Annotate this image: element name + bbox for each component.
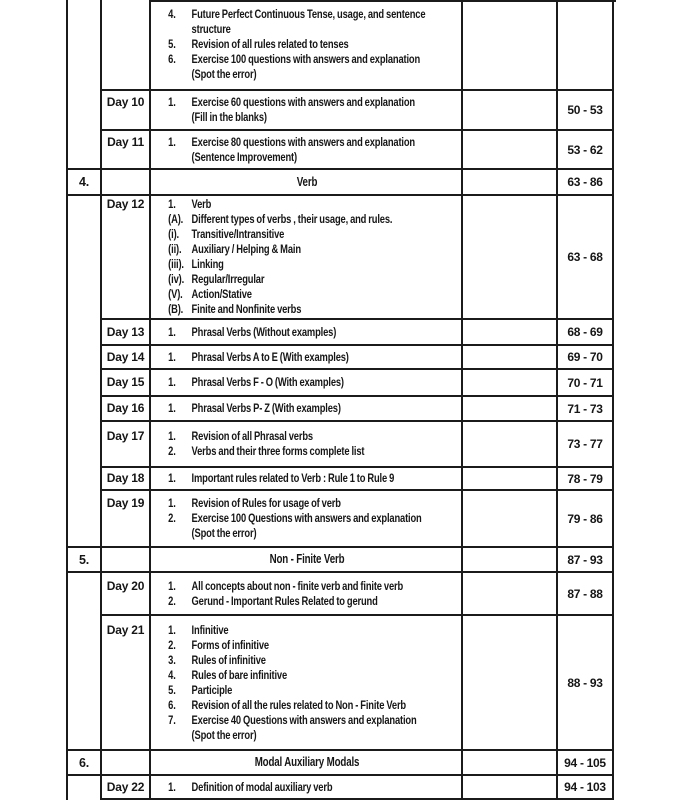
content-item [168,444,463,459]
content-cell [151,370,463,397]
item-text: Phrasal Verbs F - O (With examples) [191,375,344,389]
item-text: Revision of all Phrasal verbs [191,429,313,443]
item-text: structure [191,22,231,36]
content-text [151,175,463,190]
content-cell [151,320,463,346]
content-cell [151,776,463,800]
day-cell [102,548,151,573]
day-cell [102,751,151,776]
item-text: (Spot the error) [191,67,257,81]
item-text: Exercise 40 Questions with answers and explanation [191,712,417,727]
item-marker [168,67,191,82]
empty-cell [463,468,558,491]
item-marker: 6. [168,52,176,66]
content-cell [151,751,463,776]
page-range: 94 - 103 [564,780,606,794]
item-marker: 1. [168,375,176,389]
item-text: Phrasal Verbs (Without examples) [191,324,337,339]
table-rows [68,0,616,800]
page-range-cell [558,468,614,491]
item-marker: (B). [168,302,184,316]
day-label: Day 12 [106,197,145,211]
day-label: Day 20 [106,578,145,593]
page-range: 88 - 93 [567,675,603,690]
content-text [151,135,463,165]
section-number-cell [68,320,102,346]
day-label: Day 13 [106,324,145,339]
item-marker [168,526,191,541]
page-range-cell [558,320,614,346]
empty-cell [463,131,558,170]
section-number-cell [68,422,102,468]
section-number-cell [68,548,102,573]
item-marker: 2. [168,444,176,458]
item-text: Revision of Rules for usage of verb [191,496,341,510]
item-marker: (iv). [168,272,185,286]
page-range: 78 - 79 [567,471,603,486]
page-range-cell [558,548,614,573]
content-item [168,287,463,302]
item-text: Future Perfect Continuous Tense, usage, and sentence [191,7,426,21]
item-marker: 5. [168,37,176,51]
section-number: 4. [78,175,90,189]
item-text: Forms of infinitive [191,637,269,652]
section-title: Verb [296,174,318,189]
content-item [168,623,463,638]
day-cell [102,91,151,131]
content-item [168,52,463,67]
item-marker: 1. [168,324,176,339]
item-marker: 6. [168,697,176,712]
content-item [168,197,463,212]
item-marker: 5. [168,682,176,697]
item-text: Finite and Nonfinite verbs [191,302,302,316]
page-range: 63 - 68 [567,250,603,264]
table-row [68,397,616,422]
section-number-cell [68,346,102,370]
content-text [151,197,463,317]
content-item [168,257,463,272]
content-item [168,638,463,653]
item-marker: 2. [168,593,176,608]
item-marker: 1. [168,496,176,510]
item-marker: 1. [168,622,176,637]
section-number-cell [68,573,102,616]
table-row [68,370,616,397]
page-range: 68 - 69 [567,325,603,339]
page-range-cell [558,422,614,468]
empty-cell [463,616,558,751]
item-marker: 1. [168,779,176,794]
item-text: Revision of all the rules related to Non - Finite Verb [191,697,406,712]
item-marker: 4. [168,7,176,21]
page-range-cell [558,196,614,320]
item-text: Definition of modal auxiliary verb [191,779,333,794]
day-cell [102,397,151,422]
section-number-cell [68,616,102,751]
content-text [151,496,463,541]
page-range-cell [558,616,614,751]
section-number-cell [68,131,102,170]
empty-cell [463,370,558,397]
page-range: 79 - 86 [567,511,603,526]
table-row [68,776,616,800]
content-item [168,272,463,287]
day-cell [102,573,151,616]
content-item [168,579,463,594]
item-marker [168,110,191,125]
item-text: Revision of all rules related to tenses [191,37,349,51]
content-item [168,7,463,22]
empty-cell [463,196,558,320]
page-range: 71 - 73 [567,401,603,416]
table-row [68,0,616,91]
item-marker: 1. [168,134,176,149]
content-text [151,755,463,770]
page-range: 50 - 53 [567,103,603,117]
item-text: (Spot the error) [191,727,257,742]
day-cell [102,346,151,370]
item-marker: (i). [168,227,179,241]
empty-cell [463,91,558,131]
item-text: Rules of bare infinitive [191,667,288,682]
item-text: Verbs and their three forms complete list [191,444,365,458]
content-item [168,242,463,257]
content-item [168,780,463,795]
content-item [168,683,463,698]
empty-cell [463,320,558,346]
section-number-cell [68,491,102,548]
section-number-cell [68,0,102,91]
content-text [151,401,463,416]
content-item [168,302,463,317]
item-marker: 1. [168,401,176,415]
content-cell [151,491,463,548]
content-item [168,511,463,526]
item-marker [168,150,191,165]
content-item [168,110,463,125]
item-text: Different types of verbs , their usage, and rules. [191,212,393,226]
day-cell [102,422,151,468]
content-item [168,668,463,683]
content-text [151,623,463,743]
table-top-border [151,0,616,2]
page-range-cell [558,131,614,170]
table-row [68,422,616,468]
page-range-cell [558,397,614,422]
page-range-cell [558,776,614,800]
section-number-cell [68,91,102,131]
content-text [151,579,463,609]
content-item [168,429,463,444]
day-label: Day 14 [106,349,145,364]
item-text: Participle [191,682,233,697]
content-text [151,375,463,390]
item-text: (Sentence Improvement) [191,149,297,164]
content-item [168,22,463,37]
empty-cell [463,776,558,800]
content-cell [151,573,463,616]
day-label: Day 17 [106,429,145,443]
item-marker: 1. [168,471,176,485]
content-text [151,780,463,795]
page-range-cell [558,491,614,548]
content-item [168,67,463,82]
day-label: Day 22 [106,779,145,794]
item-text: Regular/Irregular [191,272,265,286]
page-range-cell [558,751,614,776]
section-number-cell [68,776,102,800]
page-range: 63 - 86 [567,175,603,189]
item-text: Exercise 100 questions with answers and explanation [191,52,421,66]
item-text: Gerund - Important Rules Related to gerund [191,593,378,608]
day-cell [102,776,151,800]
day-cell [102,196,151,320]
content-item [168,135,463,150]
item-marker: 7. [168,712,176,727]
item-marker: (ii). [168,242,182,256]
item-marker [168,728,191,743]
content-item [168,150,463,165]
item-marker: 2. [168,637,176,652]
section-title: Modal Auxiliary Modals [254,755,360,769]
item-text: Phrasal Verbs P- Z (With examples) [191,401,341,415]
empty-cell [463,491,558,548]
item-marker: (iii). [168,257,184,271]
table-row [68,91,616,131]
day-label: Day 15 [106,375,145,389]
content-cell [151,170,463,196]
page-range: 94 - 105 [564,755,606,770]
content-text [151,552,463,567]
section-number-cell [68,751,102,776]
item-marker [168,22,191,37]
content-cell [151,468,463,491]
item-text: (Fill in the blanks) [191,110,267,124]
page-range-cell [558,370,614,397]
empty-cell [463,346,558,370]
empty-cell [463,170,558,196]
section-row [68,548,616,573]
empty-cell [463,573,558,616]
section-number: 6. [78,755,90,770]
page-range: 87 - 93 [567,552,603,567]
page-range: 87 - 88 [567,586,603,601]
content-item [168,594,463,609]
item-text: Action/Stative [191,287,252,301]
section-number-cell [68,196,102,320]
item-marker: 1. [168,95,176,109]
section-row [68,751,616,776]
content-item [168,37,463,52]
item-marker: 3. [168,652,176,667]
item-text: Linking [191,257,224,271]
table-row [68,491,616,548]
empty-cell [463,397,558,422]
content-cell [151,196,463,320]
content-cell [151,91,463,131]
empty-cell [463,548,558,573]
section-number-cell [68,370,102,397]
content-text [151,325,463,340]
page-range: 73 - 77 [567,437,603,451]
item-text: All concepts about non - finite verb and finite verb [191,578,404,593]
page-range-cell [558,573,614,616]
content-item [168,526,463,541]
day-cell [102,468,151,491]
item-text: Auxiliary / Helping & Main [191,242,301,256]
page-range: 70 - 71 [567,375,603,390]
item-text: Transitive/Intransitive [191,227,285,241]
item-marker: 1. [168,429,176,443]
section-title: Non - Finite Verb [269,552,345,566]
item-text: Phrasal Verbs A to E (With examples) [191,349,349,364]
section-number-cell [68,468,102,491]
content-item [168,713,463,728]
day-cell [102,616,151,751]
day-cell [102,170,151,196]
item-marker: 1. [168,349,176,364]
item-marker: (V). [168,287,183,301]
day-label: Day 11 [107,134,144,149]
day-label: Day 16 [106,401,145,415]
table-row [68,468,616,491]
item-text: Rules of infinitive [191,652,266,667]
content-item [168,227,463,242]
day-label: Day 18 [106,471,145,485]
item-text: Infinitive [191,622,229,637]
table-row [68,346,616,370]
content-item [168,496,463,511]
empty-cell [463,422,558,468]
content-text [151,350,463,365]
day-cell [102,0,151,91]
item-marker: 4. [168,667,176,682]
page-range: 53 - 62 [567,142,603,157]
content-cell [151,131,463,170]
page-range: 69 - 70 [567,350,603,364]
content-text [151,471,463,486]
content-cell [151,0,463,91]
item-text: Exercise 100 Questions with answers and explanation [191,511,422,525]
content-cell [151,397,463,422]
content-cell [151,346,463,370]
content-cell [151,548,463,573]
content-item [168,471,463,486]
table-row [68,131,616,170]
content-cell [151,616,463,751]
content-item [168,325,463,340]
table-row [68,573,616,616]
table-row [68,320,616,346]
content-item [168,95,463,110]
section-number-cell [68,397,102,422]
day-label: Day 21 [106,622,145,637]
section-number-cell [68,170,102,196]
content-item [168,728,463,743]
day-cell [102,491,151,548]
day-label: Day 10 [106,95,145,109]
content-item [168,350,463,365]
day-cell [102,370,151,397]
content-item [168,653,463,668]
item-marker: 1. [168,197,176,211]
content-item [168,375,463,390]
page-range-cell [558,346,614,370]
content-item [168,401,463,416]
empty-cell [463,751,558,776]
page-range-cell [558,91,614,131]
section-row [68,170,616,196]
content-text [151,7,463,82]
syllabus-table [66,0,616,800]
item-marker: (A). [168,212,184,226]
table-row [68,616,616,751]
day-label: Day 19 [106,496,145,510]
table-row [68,196,616,320]
item-text: (Spot the error) [191,526,257,540]
empty-cell [463,0,558,91]
day-cell [102,131,151,170]
day-cell [102,320,151,346]
content-text [151,429,463,459]
page-range-cell [558,0,614,91]
content-item [168,212,463,227]
content-text [151,95,463,125]
item-marker: 2. [168,511,176,525]
section-number: 5. [78,552,90,567]
content-item [168,698,463,713]
item-text: Exercise 80 questions with answers and explanation [191,134,415,149]
item-text: Important rules related to Verb : Rule 1 to Rule 9 [191,471,395,485]
item-text: Verb [191,197,212,211]
content-cell [151,422,463,468]
item-text: Exercise 60 questions with answers and explanation [191,95,415,109]
item-marker: 1. [168,578,176,593]
page-range-cell [558,170,614,196]
